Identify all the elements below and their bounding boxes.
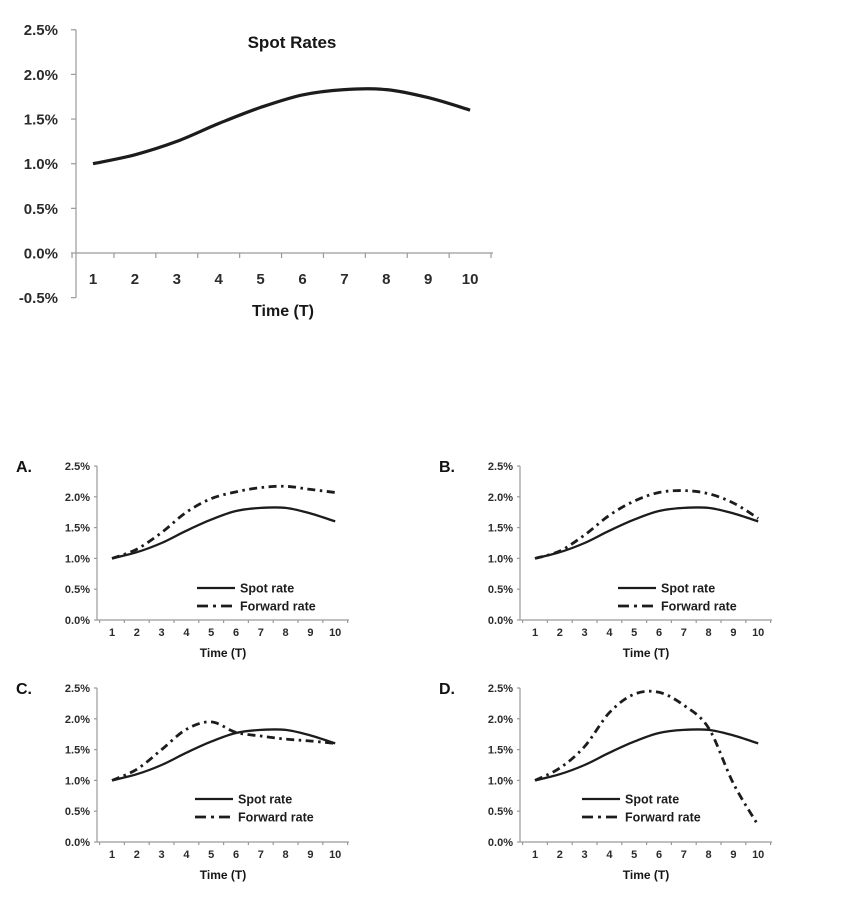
x-tick-label: 2 bbox=[133, 849, 140, 861]
x-tick-label: 3 bbox=[158, 627, 165, 639]
x-tick-label: 7 bbox=[257, 627, 264, 639]
y-tick-label: 0.0% bbox=[64, 836, 90, 849]
x-tick-label: 5 bbox=[631, 627, 638, 639]
option-a-chart-canvas bbox=[10, 450, 390, 677]
x-tick-label: 6 bbox=[232, 849, 240, 861]
x-tick-label: 9 bbox=[730, 849, 737, 861]
y-tick-label: 2.5% bbox=[64, 460, 90, 473]
x-tick-label: 5 bbox=[208, 627, 215, 639]
legend-label: Spot rate bbox=[240, 581, 295, 596]
spot-rates-chart-canvas bbox=[0, 0, 545, 340]
y-tick-label: 1.5% bbox=[64, 744, 90, 757]
y-tick-label: 1.0% bbox=[64, 553, 90, 566]
x-axis-label: Time (T) bbox=[252, 303, 314, 320]
x-tick-label: 6 bbox=[298, 271, 307, 288]
x-tick-label: 6 bbox=[655, 849, 663, 861]
x-axis-label: Time (T) bbox=[199, 868, 247, 882]
y-tick-label: 1.5% bbox=[487, 744, 513, 757]
legend-label: Forward rate bbox=[625, 810, 701, 825]
x-tick-label: 10 bbox=[752, 849, 765, 861]
panel-label: C. bbox=[16, 681, 32, 698]
x-tick-label: 3 bbox=[172, 271, 181, 288]
x-tick-label: 3 bbox=[581, 849, 588, 861]
y-tick-label: 1.5% bbox=[23, 111, 58, 129]
option-b-chart bbox=[433, 450, 813, 677]
x-tick-label: 1 bbox=[531, 627, 539, 639]
y-tick-label: 2.0% bbox=[487, 491, 513, 504]
y-tick-label: 0.0% bbox=[64, 614, 90, 627]
x-tick-label: 6 bbox=[655, 627, 663, 639]
y-tick-label: 2.0% bbox=[23, 66, 58, 84]
x-tick-label: 1 bbox=[108, 627, 116, 639]
x-tick-label: 9 bbox=[307, 627, 314, 639]
x-tick-label: 9 bbox=[307, 849, 314, 861]
legend-label: Forward rate bbox=[240, 599, 316, 614]
y-tick-label: 1.0% bbox=[487, 553, 513, 566]
x-tick-label: 10 bbox=[461, 271, 479, 288]
panel-label: D. bbox=[439, 681, 455, 698]
spot-rate-line bbox=[535, 507, 758, 558]
x-tick-label: 8 bbox=[282, 849, 289, 861]
x-tick-label: 3 bbox=[581, 627, 588, 639]
x-tick-label: 7 bbox=[680, 849, 687, 861]
x-tick-label: 8 bbox=[705, 627, 712, 639]
x-axis-label: Time (T) bbox=[622, 868, 670, 882]
option-b-chart-canvas bbox=[433, 450, 813, 677]
spot-rate-line bbox=[112, 507, 335, 558]
x-axis-label: Time (T) bbox=[199, 646, 247, 660]
y-tick-label: 2.0% bbox=[487, 713, 513, 726]
y-tick-label: 1.5% bbox=[64, 522, 90, 535]
x-tick-label: 10 bbox=[329, 627, 342, 639]
option-d-chart-canvas bbox=[433, 672, 813, 899]
x-tick-label: 8 bbox=[282, 627, 289, 639]
legend-label: Forward rate bbox=[238, 810, 314, 825]
x-tick-label: 9 bbox=[730, 627, 737, 639]
forward-rate-line bbox=[112, 486, 335, 558]
x-tick-label: 6 bbox=[232, 627, 240, 639]
y-tick-label: 0.5% bbox=[64, 584, 90, 597]
y-tick-label: 2.0% bbox=[64, 713, 90, 726]
x-tick-label: 9 bbox=[424, 271, 433, 288]
x-tick-label: 5 bbox=[208, 849, 215, 861]
y-tick-label: 2.0% bbox=[64, 491, 90, 504]
x-tick-label: 5 bbox=[631, 849, 638, 861]
option-d-chart bbox=[433, 672, 813, 899]
x-tick-label: 2 bbox=[556, 849, 563, 861]
x-tick-label: 10 bbox=[752, 627, 765, 639]
x-tick-label: 2 bbox=[556, 627, 563, 639]
x-tick-label: 7 bbox=[340, 271, 349, 288]
panel-label: A. bbox=[16, 459, 32, 476]
x-tick-label: 2 bbox=[130, 271, 140, 288]
option-c-chart-canvas bbox=[10, 672, 390, 899]
legend-label: Spot rate bbox=[238, 792, 293, 807]
x-tick-label: 1 bbox=[531, 849, 539, 861]
x-tick-label: 4 bbox=[183, 849, 190, 861]
spot-rate-line bbox=[112, 729, 335, 780]
y-tick-label: 0.5% bbox=[64, 806, 90, 819]
chart-title: Spot Rates bbox=[247, 33, 337, 52]
y-tick-label: 0.5% bbox=[487, 806, 513, 819]
spot-rates-chart bbox=[0, 0, 545, 340]
x-tick-label: 4 bbox=[606, 627, 613, 639]
y-tick-label: 1.0% bbox=[64, 775, 90, 788]
x-tick-label: 10 bbox=[329, 849, 342, 861]
x-tick-label: 8 bbox=[382, 271, 391, 288]
y-tick-label: 1.0% bbox=[23, 156, 58, 174]
x-tick-label: 7 bbox=[257, 849, 264, 861]
y-tick-label: 0.0% bbox=[23, 245, 58, 263]
y-tick-label: 1.0% bbox=[487, 775, 513, 788]
y-tick-label: 2.5% bbox=[23, 22, 58, 40]
y-tick-label: -0.5% bbox=[18, 290, 58, 308]
y-tick-label: 0.0% bbox=[487, 836, 513, 849]
y-tick-label: 0.5% bbox=[487, 584, 513, 597]
x-tick-label: 5 bbox=[256, 271, 265, 288]
option-c-chart bbox=[10, 672, 390, 899]
option-a-chart bbox=[10, 450, 390, 677]
legend-label: Spot rate bbox=[661, 581, 716, 596]
panel-label: B. bbox=[439, 459, 455, 476]
x-tick-label: 2 bbox=[133, 627, 140, 639]
y-tick-label: 1.5% bbox=[487, 522, 513, 535]
x-tick-label: 3 bbox=[158, 849, 165, 861]
x-axis-label: Time (T) bbox=[622, 646, 670, 660]
y-tick-label: 0.5% bbox=[23, 200, 58, 218]
y-tick-label: 2.5% bbox=[64, 682, 90, 695]
x-tick-label: 1 bbox=[88, 271, 98, 288]
x-tick-label: 4 bbox=[183, 627, 190, 639]
x-tick-label: 4 bbox=[214, 271, 223, 288]
spot-rate-line bbox=[93, 89, 470, 164]
x-tick-label: 8 bbox=[705, 849, 712, 861]
x-tick-label: 7 bbox=[680, 627, 687, 639]
legend-label: Spot rate bbox=[625, 792, 680, 807]
spot-rate-line bbox=[535, 729, 758, 780]
x-tick-label: 1 bbox=[108, 849, 116, 861]
y-tick-label: 2.5% bbox=[487, 460, 513, 473]
y-tick-label: 0.0% bbox=[487, 614, 513, 627]
y-tick-label: 2.5% bbox=[487, 682, 513, 695]
x-tick-label: 4 bbox=[606, 849, 613, 861]
legend-label: Forward rate bbox=[661, 599, 737, 614]
